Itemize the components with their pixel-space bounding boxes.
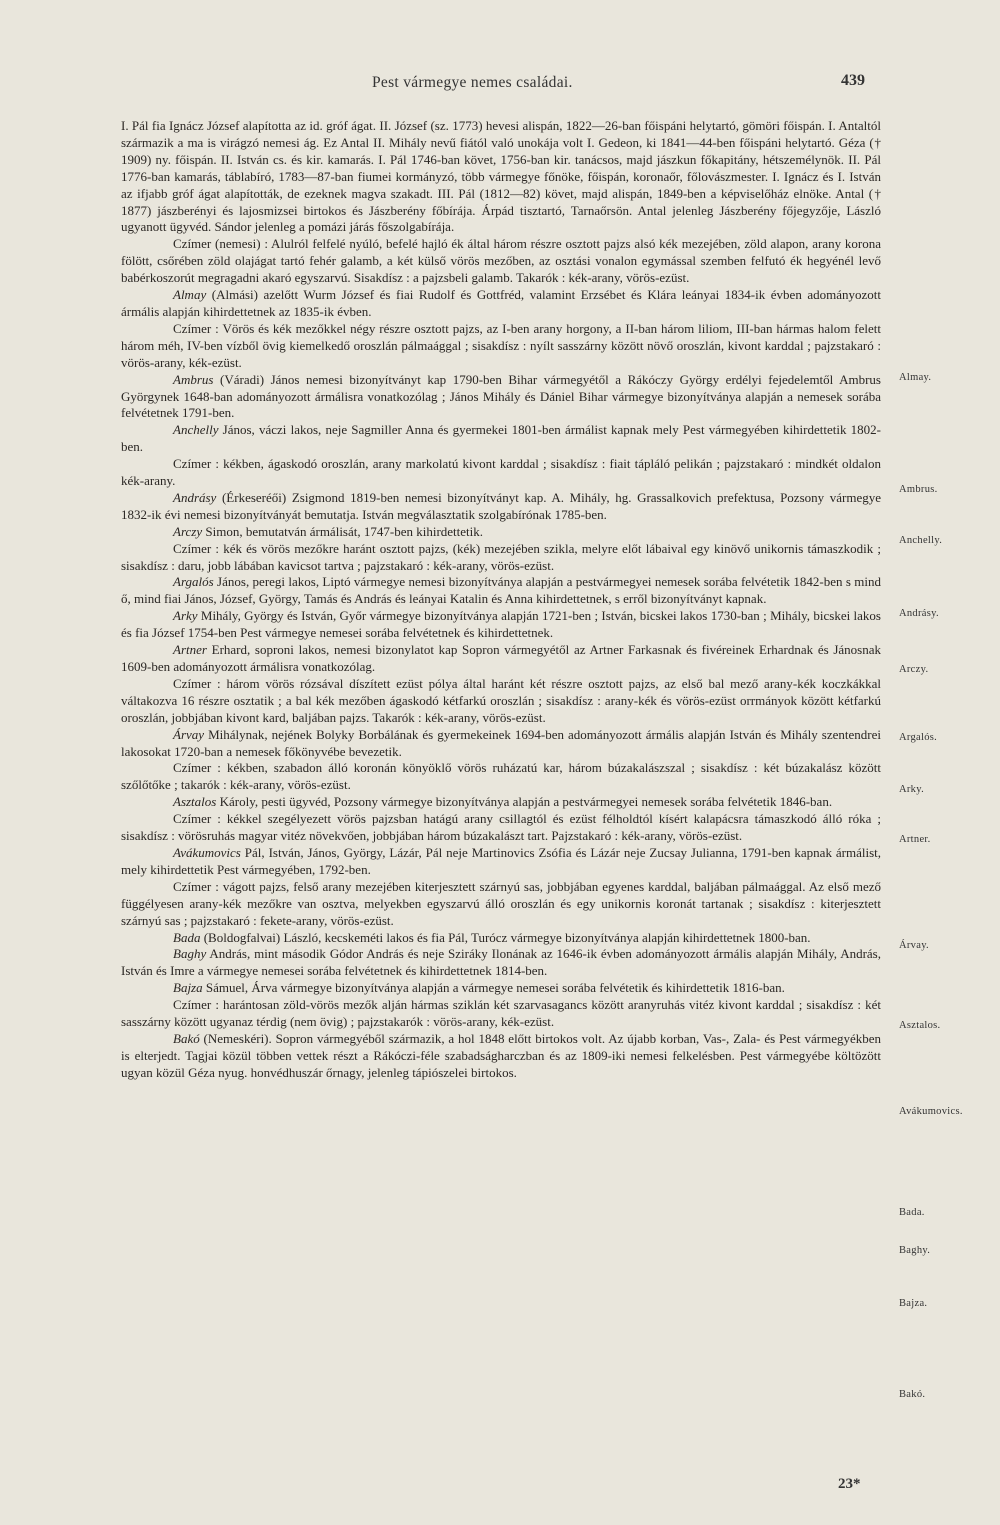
margin-note: Baghy.: [899, 1245, 931, 1256]
entry-paragraph: [121, 727, 881, 761]
entry-paragraph: [121, 794, 881, 811]
entry-paragraph: [121, 930, 881, 947]
entry-paragraph: [121, 524, 881, 541]
entry-text: Pál, István, János, György, Lázár, Pál neje Martinovics Zsófia és Lázár neje Zucsay Julianna, 1791-ben kapnak ármálist, mely kihirdettetik Pest vármegyében, 1792-ben.: [121, 844, 881, 877]
margin-note: Bada.: [899, 1207, 925, 1218]
entry-text: Erhard, soproni lakos, nemesi bizonylatot kap Sopron vármegyétől az Artner Farkasnak és fivéreinek Erhardnak és Jánosnak 1609-ben adományozott ármálisra vonatkozólag.: [121, 642, 881, 674]
entry-surname: Andrásy: [173, 489, 217, 505]
body-text: [121, 118, 881, 1082]
margin-note: Avákumovics.: [899, 1106, 963, 1117]
entry-paragraph: [121, 980, 881, 997]
intro-crest: Czímer (nemesi) : Alulról felfelé nyúló, befelé hajló ék által három részre osztott pajzs alsó kék mezejében, zöld alapon, arany korona fölött, csőrében zöld olajágat tartó fehér galamb, a két külső vörös mezőben, az osztási vonalon egymással szemben felfutó ék hegyénél levő babérkoszorút megragadni akaró egyszarvú. Sisakdísz : a pajzsbeli galamb. Takarók : kék-arany, vörös-ezüst.: [121, 236, 881, 286]
margin-note: Anchelly.: [899, 535, 943, 546]
margin-note: Árvay.: [899, 940, 929, 951]
entry-text: Simon, bemutatván ármálisát, 1747-ben kihirdettetik.: [202, 523, 484, 539]
entry-surname: Bakó: [173, 1030, 200, 1046]
entry-surname: Anchelly: [173, 422, 219, 438]
entry-surname: Arczy: [173, 523, 203, 539]
entry-text: András, mint második Gódor András és neje Sziráky Ilonának az 1646-ik évben adományozott ármális alapján Mihály, András, István és Imre a vármegye nemesei sorába felvétetnek és kihirdettetnek 1814-ben.: [121, 946, 881, 979]
entry-crest: Czímer : három vörös rózsával díszített ezüst pólya által haránt két részre osztott pajzs, az első bal mező arany-kék koczkákkal váltakozva 16 részre osztatik ; a bal kék mezőben ágaskodó kétfarkú oroszlán ; sisakdísz : arany-kék és vörös-ezüst orrmányok között kétfarkú oroszlán, jobbjában kivont kard, baljában pajzs. Takarók : kék-arany, vörös-ezüst.: [121, 675, 881, 725]
margin-note: Asztalos.: [899, 1020, 941, 1031]
entries-list: [121, 287, 881, 1082]
entry-surname: Bada: [173, 929, 201, 945]
entry-surname: Árvay: [173, 726, 205, 742]
margin-note: Ambrus.: [899, 484, 938, 495]
margin-note: Bakó.: [899, 1389, 926, 1400]
entry-crest: Czímer : Vörös és kék mezőkkel négy részre osztott pajzs, az I-ben arany horgony, a II-ban három liliom, III-ban hármas halom felett három méh, IV-ben vízből övig kiemelkedő oroszlán pálmaággal ; sisakdísz : nyílt sasszárny között növő oroszlán, kivont karddal ; pajzstakaró : vörös-arany, kék-ezüst.: [121, 320, 881, 370]
entry-crest: Czímer : kékben, ágaskodó oroszlán, arany markolatú kivont karddal ; sisakdísz : fiait tápláló pelikán ; pajzstakaró : mindkét oldalon kék-arany.: [121, 456, 881, 489]
entry-crest: Czímer : vágott pajzs, felső arany mezejében kiterjesztett szárnyú sas, jobbjában egyenes karddal, baljában pálmaággal. Az első mező függélyesen arany-kék mezőkre van osztva, melyekben egyszarvú álló oroszlán és egy unikornis koronát tartanak ; sisakdísz : kiterjesztett szárnyú sas ; pajzstakaró : fekete-arany, vörös-ezüst.: [121, 878, 881, 928]
entry-text: (Almási) azelőtt Wurm József és fiai Rudolf és Gottfréd, valamint Erzsébet és Klára leányai 1834-ik évben adományozott ármális alapján kihirdettetnek az 1835-ik évben.: [121, 287, 881, 319]
intro-paragraph: I. Pál fia Ignácz József alapította az id. gróf ágat. II. József (sz. 1773) hevesi alispán, 1822—26-ban főispáni helytartó, gömöri főispán. I. Antaltól származik a ma is virágzó nemesi ág. Ez Antal II. Mihály nevű fiától való unokája volt I. Gedeon, ki 1841—44-ben főispáni helytartó. Géza († 1909) ny. főispán. II. István cs. és kir. kamarás. I. Pál 1746-ban követ, 1756-ban kir. tanácsos, majd jászkun főkapitány, hétszemélynök. II. Pál 1776-ban kamarás, táblabíró, 1783—87-ban fiumei kormányzó, több vármegye főnöke, főispán, koronaőr, főlovászmester. I. Ignácz és I. István az ifjabb gróf ágat alapították, de ezeknek magva szakadt. III. Pál (1812—82) követ, majd alispán, 1849-ben a képviselőház elnöke. Antal († 1877) jászberényi és lajosmizsei birtokos és Jászberény főbírája. Árpád tisztartó, Tarnaőrsön. Antal jelenleg Jászberény főjegyzője, László ugyanott ügyvéd. Sándor jelenleg a pomázi járás főszolgabírája.: [121, 118, 881, 235]
entry-text: János, peregi lakos, Liptó vármegye nemesi bizonyítványa alapján a pestvármegyei nemesek sorába felvétetik 1842-ben s mind ő, mind fiai János, József, György, Tamás és András és leányai Katalin és Anna kihirdettetnek, s erről bizonyítványt kapnak.: [121, 574, 881, 607]
entry-paragraph: [121, 490, 881, 524]
margin-note: Argalós.: [899, 732, 938, 743]
entry-surname: Almay: [173, 287, 207, 303]
margin-note: Andrásy.: [899, 608, 939, 619]
entry-crest: Czímer : kékben, szabadon álló koronán könyöklő vörös ruházatú kar, három búzakalászszal ; sisakdísz : két búzakalász között szőlőtőke ; takarók : kék-arany, vörös-ezüst.: [121, 760, 881, 793]
entry-text: Mihály, György és István, Győr vármegye bizonyítványa alapján 1721-ben ; István, bicskei lakos 1730-ban ; Mihály, bicskei lakos és fia József 1754-ben Pest vármegye nemesei sorába felvétetnek és kihirdettetnek.: [121, 608, 881, 641]
entry-crest: Czímer : kék és vörös mezőkre haránt osztott pajzs, (kék) mezejében szikla, melyre előt lábaival egy kinövő unikornis támaszkodik ; sisakdísz : daru, jobb lábában kavicsot tartva ; pajzstakaró : kék-arany, vörös-ezüst.: [121, 540, 881, 573]
entry-paragraph: [121, 1031, 881, 1082]
running-title: Pest vármegye nemes családai.: [372, 74, 573, 91]
entry-paragraph: [121, 642, 881, 676]
entry-text: János, váczi lakos, neje Sagmiller Anna és gyermekei 1801-ben ármálist kapnak mely Pest vármegyében kihirdettetik 1802-ben.: [121, 422, 881, 455]
entry-surname: Arky: [173, 608, 198, 624]
entry-text: Károly, pesti ügyvéd, Pozsony vármegye bizonyítványa alapján a pestvármegyei nemesek sorába felvétetik 1846-ban.: [216, 794, 833, 810]
margin-note: Arky.: [899, 784, 925, 795]
signature-mark: 23*: [838, 1476, 861, 1492]
entry-paragraph: [121, 845, 881, 879]
margin-note: Bajza.: [899, 1298, 928, 1309]
entry-surname: Argalós: [173, 574, 214, 590]
entry-text: (Váradi) János nemesi bizonyítványt kap 1790-ben Bihar vármegyétől a Rákóczy György erdélyi fejedelemtől Ambrus Györgynek 1648-ban adományozott ármálisra vonatkozólag ; János Mihály és Dániel Bihar vármegye bizonyítványa alapján a nemesek sorába felvétetnek 1791-ben.: [121, 371, 881, 421]
entry-crest: Czímer : harántosan zöld-vörös mezők alján hármas sziklán két szarvasagancs között aranyruhás vitéz kivont karddal ; sisakdísz : két sasszárny között ugyanaz térdig (nem övig) ; pajzstakarók : vörös-arany, kék-ezüst.: [121, 997, 881, 1030]
margin-note: Artner.: [899, 834, 931, 845]
margin-note: Arczy.: [899, 664, 929, 675]
entry-text: Sámuel, Árva vármegye bizonyítványa alapján a vármegye nemesei sorába felvétetik és kihirdettetik 1816-ban.: [202, 980, 785, 996]
entry-text: (Boldogfalvai) László, kecskeméti lakos és fia Pál, Turócz vármegye bizonyítványa alapján kihirdettetnek 1800-ban.: [200, 929, 811, 945]
entry-surname: Bajza: [173, 980, 203, 996]
entry-surname: Artner: [173, 642, 207, 658]
entry-paragraph: [121, 946, 881, 980]
entry-text: (Nemeskéri). Sopron vármegyéből származik, a hol 1848 előtt birtokos volt. Az újabb korban, Vas-, Zala- és Pest vármegyékben is elterjedt. Tagjai közül többen vettek részt a Rákóczi-féle szabadságharczban és az 1809-iki nemesi felkelésben. Pest vármegyébe költözött ugyan közül Géza nyug. honvédhuszár őrnagy, jelenleg tápiószelei birtokos.: [121, 1030, 881, 1080]
entry-crest: Czímer : kékkel szegélyezett vörös pajzsban hatágú arany csillagtól és ezüst félholdtól kísért kalapácsra támaszkodó álló róka ; sisakdísz : vörösruhás magyar vitéz növekvően, jobbjában három búzakalászt tart. Pajzstakaró : kék-arany, vörös-ezüst.: [121, 811, 881, 844]
entry-paragraph: [121, 287, 881, 321]
entry-paragraph: [121, 574, 881, 608]
margin-note: Almay.: [899, 372, 932, 383]
entry-surname: Ambrus: [173, 371, 214, 387]
page-number: 439: [841, 72, 865, 89]
entry-text: (Érkeseréői) Zsigmond 1819-ben nemesi bizonyítványt kap. A. Mihály, hg. Grassalkovich prefektusa, Pozsony vármegye 1832-ik évi nemesi bizonyítványát bemutatja. István megválasztatik szolgabírónak 1785-ben.: [121, 489, 881, 522]
entry-text: Mihálynak, nejének Bolyky Borbálának és gyermekeinek 1694-ben adományozott ármális alapján István és Mihály szentendrei lakosokat 1720-ban a nemesek főkönyvébe bevezetik.: [121, 726, 881, 759]
entry-paragraph: [121, 422, 881, 456]
entry-paragraph: [121, 608, 881, 642]
entry-surname: Asztalos: [173, 794, 217, 810]
entry-surname: Avákumovics: [173, 844, 241, 860]
entry-paragraph: [121, 372, 881, 423]
entry-surname: Baghy: [173, 946, 207, 962]
